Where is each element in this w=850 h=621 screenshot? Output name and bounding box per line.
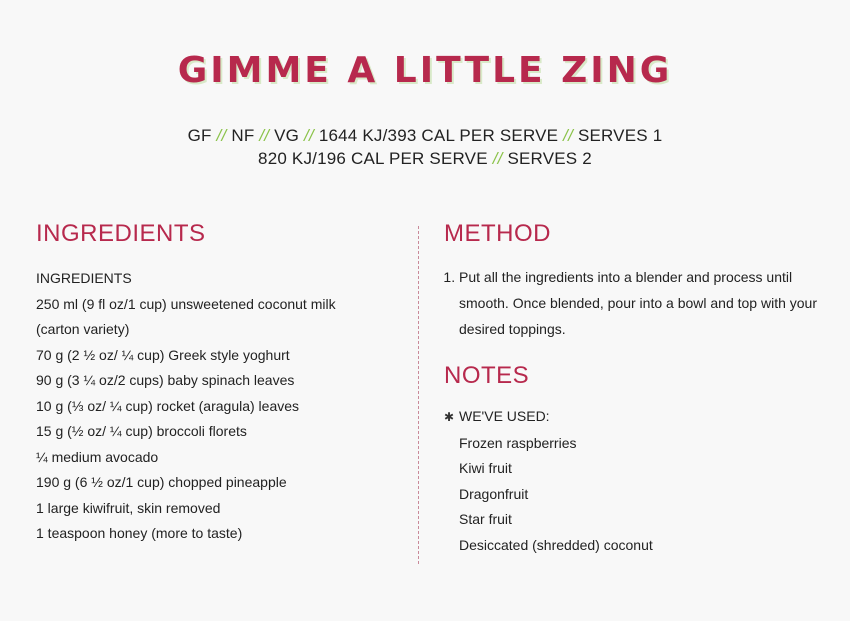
column-divider bbox=[418, 226, 419, 564]
notes-item: Star fruit bbox=[459, 511, 512, 527]
ingredient-item: (carton variety) bbox=[36, 321, 130, 337]
ingredients-heading: INGREDIENTS bbox=[36, 220, 206, 247]
ingredient-item: 1 large kiwifruit, skin removed bbox=[36, 499, 221, 516]
recipe-title: GIMME A LITTLE ZING bbox=[177, 50, 673, 91]
notes-lead: WE'VE USED: bbox=[459, 408, 550, 424]
info-item: GF bbox=[187, 126, 212, 145]
ingredient-item: 250 ml (9 fl oz/1 cup) unsweetened coconut milk bbox=[36, 295, 336, 312]
separator-slashes: // bbox=[259, 126, 270, 145]
method-notes-section bbox=[444, 220, 824, 558]
notes-item: Desiccated (shredded) coconut bbox=[459, 536, 653, 553]
ingredient-item: 70 g (2 ½ oz/ ¼ cup) Greek style yoghurt bbox=[36, 346, 290, 363]
notes-lead-row bbox=[444, 404, 824, 431]
method-step: 1. Put all the ingredients into a blender and process until smooth. Once blended, pour into a bowl and top with your desired toppings. bbox=[459, 264, 824, 342]
notes-item: Kiwi fruit bbox=[459, 460, 512, 476]
ingredient-item: 15 g (½ oz/ ¼ cup) broccoli florets bbox=[36, 423, 247, 439]
info-line-1 bbox=[0, 124, 850, 147]
info-item: 820 KJ/196 CAL PER SERVE bbox=[258, 149, 488, 168]
ingredients-section bbox=[36, 220, 396, 547]
info-item: 1644 KJ/393 CAL PER SERVE bbox=[318, 126, 559, 145]
info-item: NF bbox=[231, 126, 255, 145]
notes-item: Frozen raspberries bbox=[459, 434, 577, 451]
ingredients-list bbox=[36, 266, 396, 547]
method-steps bbox=[444, 264, 824, 342]
notes-item: Dragonfruit bbox=[459, 485, 529, 502]
info-item: SERVES 2 bbox=[507, 149, 592, 168]
info-item: VG bbox=[274, 126, 300, 145]
ingredient-item: 190 g (6 ½ oz/1 cup) chopped pineapple bbox=[36, 474, 287, 490]
separator-slashes: // bbox=[216, 126, 227, 145]
separator-slashes: // bbox=[563, 126, 573, 145]
notes-list bbox=[444, 404, 824, 558]
ingredient-item: 10 g (⅓ oz/ ¼ cup) rocket (aragula) leaves bbox=[36, 397, 300, 414]
recipe-info bbox=[0, 124, 850, 170]
ingredient-item: INGREDIENTS bbox=[36, 270, 132, 286]
notes-heading: NOTES bbox=[444, 362, 530, 389]
notes-items bbox=[444, 431, 824, 559]
info-line-2 bbox=[0, 147, 850, 170]
separator-slashes: // bbox=[304, 126, 314, 145]
info-item: SERVES 1 bbox=[577, 126, 663, 145]
ingredient-item: 90 g (3 ¼ oz/2 cups) baby spinach leaves bbox=[36, 372, 295, 388]
ingredient-item: 1 teaspoon honey (more to taste) bbox=[36, 525, 243, 541]
separator-slashes: // bbox=[492, 149, 503, 168]
method-heading: METHOD bbox=[444, 220, 551, 247]
ingredient-item: ¼ medium avocado bbox=[36, 448, 159, 465]
asterisk-icon: ✱ bbox=[444, 410, 455, 424]
